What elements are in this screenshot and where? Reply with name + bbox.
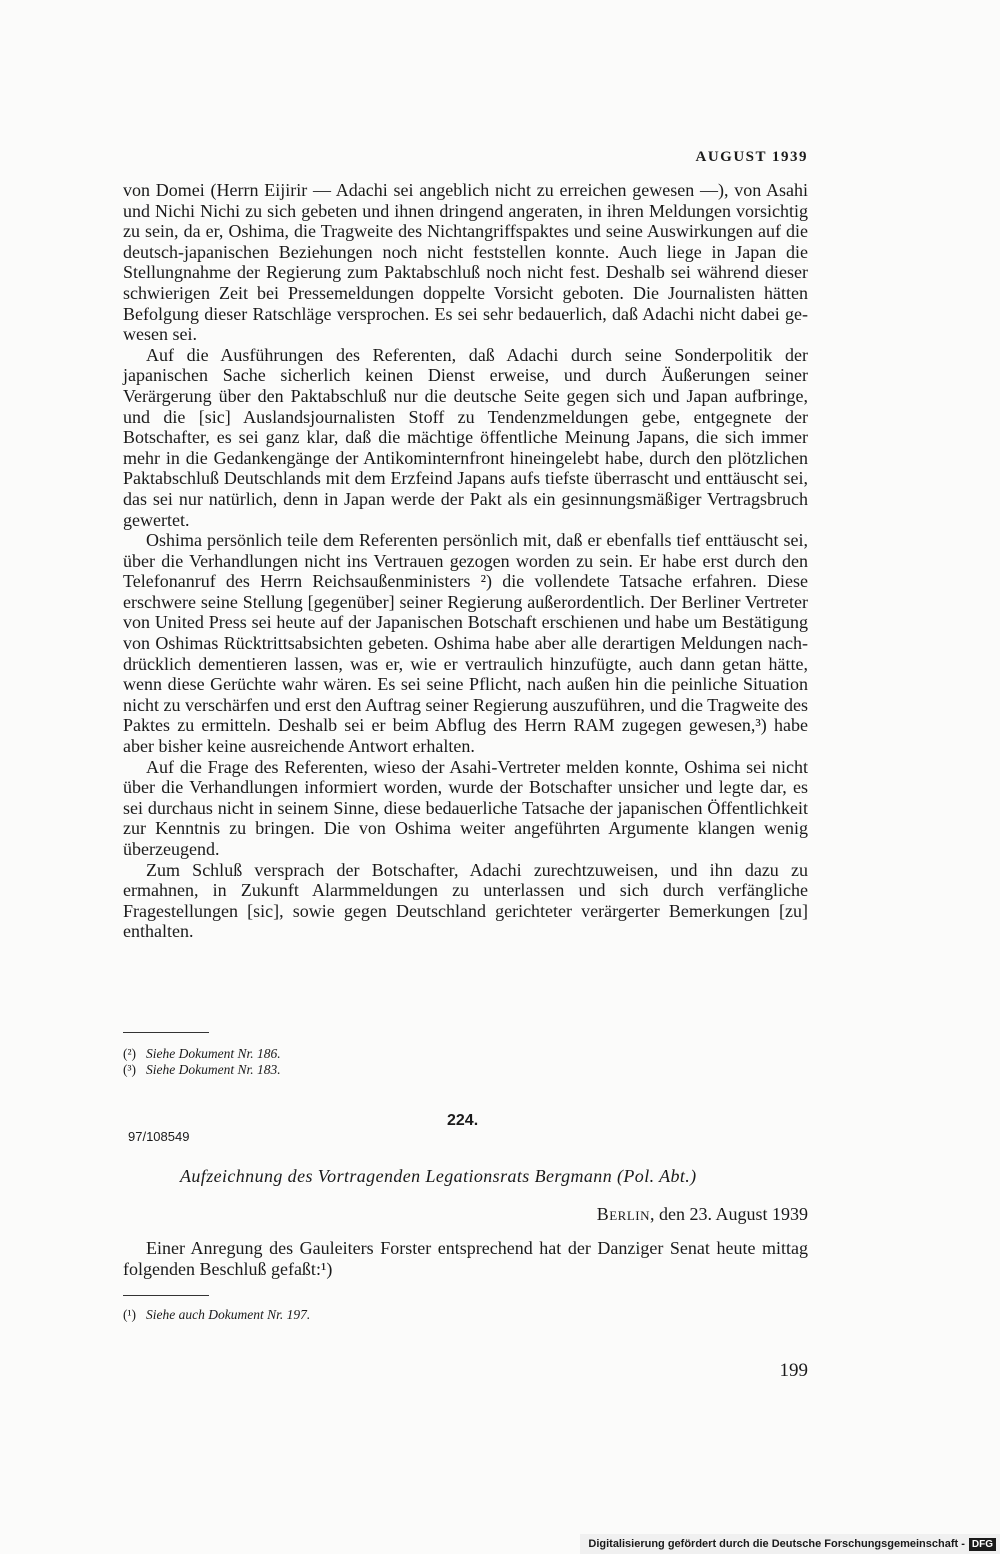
credit-text: Digitalisierung gefördert durch die Deutsche Forschungsgemeinschaft - <box>588 1538 965 1550</box>
footnote-number: (¹) <box>123 1307 137 1322</box>
footnote-rule <box>123 1295 209 1296</box>
digitization-credit <box>580 1534 1000 1554</box>
page-number: 199 <box>779 1360 808 1381</box>
paragraph: Auf die Frage des Referenten, wieso der Asahi-Vertreter melden konnte, Oshima sei nicht über die Verhandlungen informiert worden, wurde der Botschafter unsicher und legte dar, es sei durchaus nicht in seinem Sinne, diese bedauerliche Tatsache der japanischen Öffentlichkeit zur Kenntnis zu bringen. Die von Oshima weiter angeführten Argumente klangen wenig überzeugend. <box>123 756 808 859</box>
date-text: , den 23. August 1939 <box>649 1204 808 1224</box>
document-title: Aufzeichnung des Vortragenden Legationsrats Bergmann (Pol. Abt.) <box>180 1166 697 1186</box>
footnote-text: Siehe auch Dokument Nr. 197. <box>146 1307 311 1322</box>
date-place: Berlin <box>596 1204 650 1224</box>
running-head: AUGUST 1939 <box>695 149 808 165</box>
footnote <box>123 1045 281 1062</box>
footnote <box>123 1061 281 1078</box>
body-text <box>123 180 808 942</box>
footnote <box>123 1306 310 1323</box>
paragraph: Zum Schluß versprach der Botschafter, Adachi zurechtzuweisen, und ihn dazu zu ermahnen, in Zukunft Alarmmeldungen zu unterlassen und sich durch verfängliche Fragestellungen [sic], sowie gegen Deutschland gerichteter verärgerter Bemerkungen [zu] enthalten. <box>123 859 808 942</box>
document-body: Einer Anregung des Gauleiters Forster entsprechend hat der Danziger Senat heute mittag folgenden Beschluß gefaßt:¹) <box>123 1238 808 1279</box>
document-date <box>597 1204 808 1225</box>
footnote-text: Siehe Dokument Nr. 186. <box>146 1046 281 1061</box>
footnote-number: (³) <box>123 1062 137 1077</box>
footnote-rule <box>123 1032 209 1033</box>
document-number: 224. <box>447 1112 479 1129</box>
footnote-text: Siehe Dokument Nr. 183. <box>146 1062 281 1077</box>
paragraph: Auf die Ausführungen des Referenten, daß Adachi durch seine Sonderpolitik der japanischen Sache sicherlich keinen Dienst erweise, und durch Äußerungen seiner Verärgerung über den Paktabschluß nur die deutsche Seite gegen sich und Japan aufbringe, und die [sic] Auslandsjournalisten Stoff zu Tendenzmeldungen gebe, entgegnete der Botschafter, es sei ganz klar, daß die mächtige öffentliche Meinung Japans, die sich immer mehr in die Gedankengänge der Antikominternfront hineingelebt habe, durch den plötzlichen Paktabschluß Deutschlands mit dem Erzfeind Japans aufs tiefste überrascht und enttäuscht sei, das sei nur natürlich, denn in Japan werde der Pakt als ein gesinnungsmäßiger Vertragsbruch gewertet. <box>123 344 808 530</box>
paragraph: Oshima persönlich teile dem Referenten persönlich mit, daß er ebenfalls tief enttäuscht sei, über die Verhandlungen nicht ins Vertrauen gezogen worden zu sein. Er habe erst durch den Telefonanruf des Herrn Reichsaußenministers ²) die vollendete Tatsache erfahren. Diese erschwere seine Stellung [gegenüber] seiner Regierung außerordentlich. Der Berliner Vertreter von United Press sei heute auf der Japanischen Botschaft erschienen und habe um Bestätigung von Oshimas Rücktrittsabsichten gebeten. Oshima habe aber alle derartigen Meldungen nachdrücklich dementieren lassen, was er, wie er vertraulich hinzufügte, auch dann getan hätte, wenn diese Gerüchte wahr wären. Es sei seine Pflicht, nach außen hin die peinliche Situation nicht zu verschärfen und erst den Auftrag seiner Regierung auszuführen, und die Tragweite des Paktes zu ermitteln. Deshalb sei er beim Abflug des Herrn RAM zugegen gewesen,³) habe aber bisher keine ausreichende Antwort erhalten. <box>123 530 808 757</box>
footnote-number: (²) <box>123 1046 137 1061</box>
paragraph: von Domei (Herrn Eijirir — Adachi sei angeblich nicht zu erreichen gewesen —), von Asahi und Nichi Nichi zu sich gebeten und ihnen dringend angeraten, in ihren Meldungen vorsichtig zu sein, da er, Oshima, die Tragweite des Nichtangriffspaktes und seine Auswirkungen auf die deutsch-japanischen Beziehungen noch nicht feststellen konnte. Auch liege in Japan die Stellungnahme der Regierung zum Paktabschluß noch nicht fest. Deshalb sei während dieser schwierigen Zeit bei Pressemeldungen doppelte Vorsicht geboten. Die Journalisten hätten Befolgung dieser Ratschläge versprochen. Es sei sehr bedauerlich, daß Adachi nicht dabei gewesen sei. <box>123 180 808 345</box>
file-reference: 97/108549 <box>128 1129 190 1144</box>
dfg-logo-icon: DFG <box>969 1538 996 1551</box>
